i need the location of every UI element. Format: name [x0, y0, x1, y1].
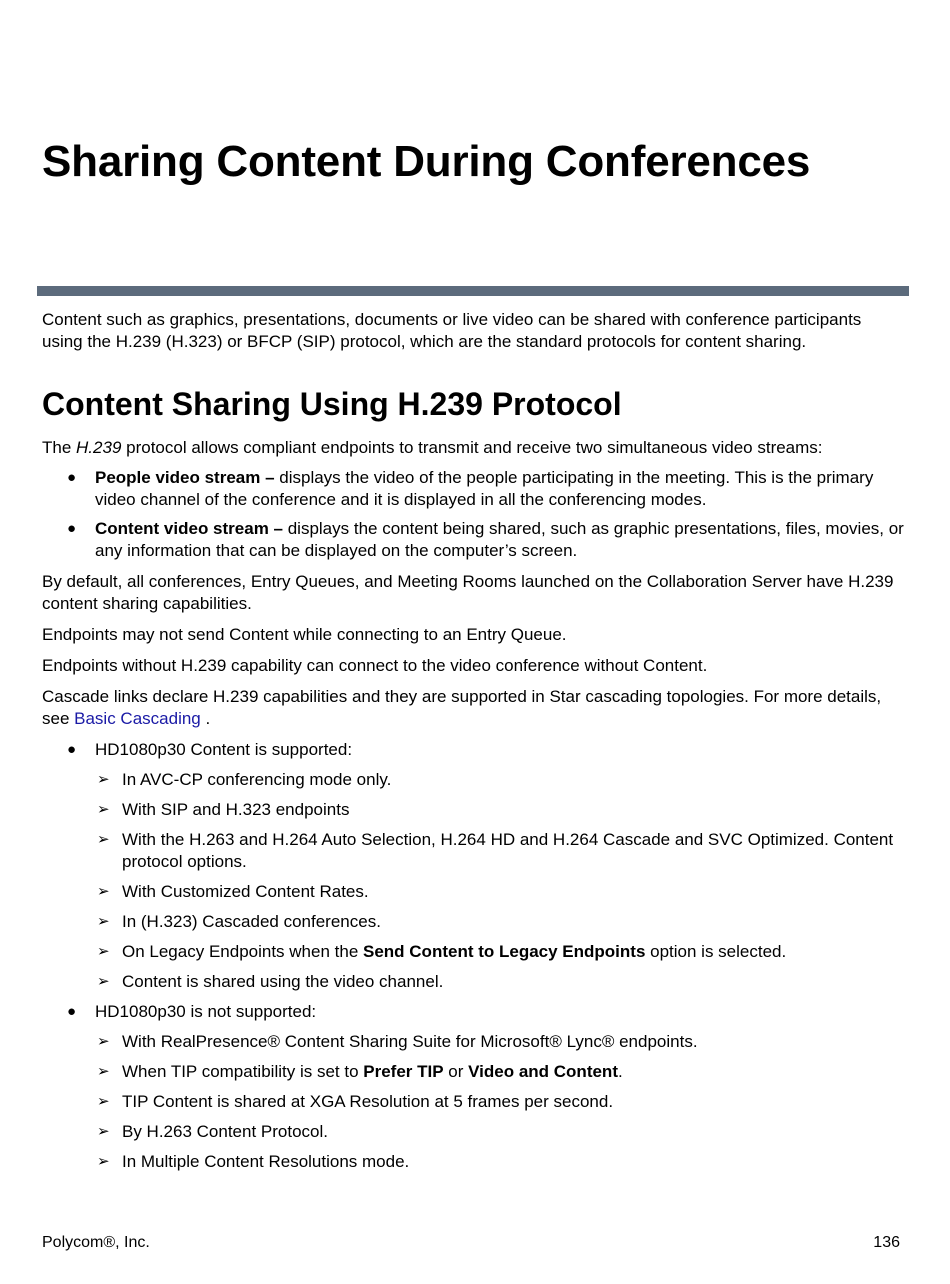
- cascade-text: Cascade links declare H.239 capabilities and they are supported in Star cascading topologies. For more details, see: [42, 687, 882, 728]
- list-item-text-before: When TIP compatibility is set to: [122, 1062, 364, 1081]
- basic-cascading-link[interactable]: Basic Cascading: [74, 709, 201, 728]
- default-capabilities-paragraph: By default, all conferences, Entry Queues, and Meeting Rooms launched on the Collaboration Server have H.239 content sharing capabilities.: [42, 572, 894, 613]
- list-item: [95, 769, 904, 791]
- document-body: [42, 309, 904, 1181]
- list-item: [42, 518, 904, 562]
- list-item-bold-term: Send Content to Legacy Endpoints: [363, 942, 646, 961]
- list-item: [95, 829, 904, 873]
- not-supported-label: HD1080p30 is not supported:: [95, 1002, 317, 1021]
- stream-description: displays the content being shared, such as graphic presentations, files, movies, or any information that can be displayed on the computer’s screen.: [95, 519, 904, 560]
- h239-lead-paragraph: [42, 437, 904, 459]
- list-item: [42, 467, 904, 511]
- bullet-icon: ●: [67, 469, 77, 486]
- list-item: [95, 971, 904, 993]
- stream-term: People video stream –: [95, 468, 275, 487]
- list-item-text: With SIP and H.323 endpoints: [122, 800, 350, 819]
- arrow-bullet-icon: ➢: [97, 973, 110, 990]
- lead-text-after: protocol allows compliant endpoints to transmit and receive two simultaneous video streams:: [121, 438, 823, 457]
- list-item: [95, 1061, 904, 1083]
- list-item-text: With the H.263 and H.264 Auto Selection, H.264 HD and H.264 Cascade and SVC Optimized. Content protocol options.: [122, 830, 894, 871]
- list-item-text-after: .: [617, 1062, 623, 1081]
- title-divider: [37, 286, 909, 296]
- list-item-text: With Customized Content Rates.: [122, 882, 369, 901]
- list-item: [42, 739, 904, 993]
- cascade-paragraph: [42, 686, 904, 730]
- arrow-bullet-icon: ➢: [97, 883, 110, 900]
- list-item-text-after: option is selected.: [645, 942, 787, 961]
- lead-italic-term: H.239: [76, 438, 122, 457]
- arrow-bullet-icon: ➢: [97, 1033, 110, 1050]
- arrow-bullet-icon: ➢: [97, 1153, 110, 1170]
- arrow-bullet-icon: ➢: [97, 913, 110, 930]
- list-item: [95, 1121, 904, 1143]
- list-item: [95, 1091, 904, 1113]
- stream-term: Content video stream –: [95, 519, 283, 538]
- list-item-text: TIP Content is shared at XGA Resolution at 5 frames per second.: [122, 1092, 614, 1111]
- list-item-text: Content is shared using the video channel.: [122, 972, 444, 991]
- cascade-text-after: .: [200, 709, 211, 728]
- list-item-text-before: On Legacy Endpoints when the: [122, 942, 363, 961]
- list-item-text: By H.263 Content Protocol.: [122, 1122, 329, 1141]
- page-title: Sharing Content During Conferences: [42, 137, 811, 186]
- arrow-bullet-icon: ➢: [97, 771, 110, 788]
- list-item-text-mid: or: [443, 1062, 469, 1081]
- arrow-bullet-icon: ➢: [97, 1063, 110, 1080]
- arrow-bullet-icon: ➢: [97, 943, 110, 960]
- intro-paragraph: Content such as graphics, presentations, documents or live video can be shared with conference participants using the H.239 (H.323) or BFCP (SIP) protocol, which are the standard protocols for content sharing.: [42, 310, 862, 351]
- list-item-bold-term: Video and Content: [468, 1062, 618, 1081]
- list-item: [95, 881, 904, 903]
- stream-list: [42, 467, 904, 562]
- not-supported-sublist: [95, 1031, 904, 1173]
- list-item-text: With RealPresence® Content Sharing Suite for Microsoft® Lync® endpoints.: [122, 1032, 698, 1051]
- footer-page-number: 136: [873, 1234, 900, 1251]
- section-heading: Content Sharing Using H.239 Protocol: [42, 386, 622, 422]
- list-item-text: In (H.323) Cascaded conferences.: [122, 912, 381, 931]
- list-item: [95, 1031, 904, 1053]
- arrow-bullet-icon: ➢: [97, 1123, 110, 1140]
- bullet-icon: ●: [67, 741, 77, 758]
- bullet-icon: ●: [67, 520, 77, 537]
- list-item-text: In Multiple Content Resolutions mode.: [122, 1152, 410, 1171]
- list-item: [95, 911, 904, 933]
- arrow-bullet-icon: ➢: [97, 1093, 110, 1110]
- supported-sublist: [95, 769, 904, 993]
- arrow-bullet-icon: ➢: [97, 831, 110, 848]
- stream-description: displays the video of the people participating in the meeting. This is the primary video channel of the conference and it is displayed in all the conferencing modes.: [95, 468, 874, 509]
- footer-company: Polycom®, Inc.: [42, 1234, 150, 1251]
- bullet-icon: ●: [67, 1003, 77, 1020]
- list-item: [95, 1151, 904, 1173]
- list-item-bold-term: Prefer TIP: [363, 1062, 444, 1081]
- list-item: [42, 1001, 904, 1173]
- list-item-text: In AVC-CP conferencing mode only.: [122, 770, 392, 789]
- supported-label: HD1080p30 Content is supported:: [95, 740, 353, 759]
- entry-queue-paragraph: Endpoints may not send Content while connecting to an Entry Queue.: [42, 625, 567, 644]
- no-h239-paragraph: Endpoints without H.239 capability can connect to the video conference without Content.: [42, 656, 708, 675]
- arrow-bullet-icon: ➢: [97, 801, 110, 818]
- list-item: [95, 941, 904, 963]
- lead-text-before: The: [42, 438, 77, 457]
- hd1080-capability-list: [42, 739, 904, 1173]
- list-item: [95, 799, 904, 821]
